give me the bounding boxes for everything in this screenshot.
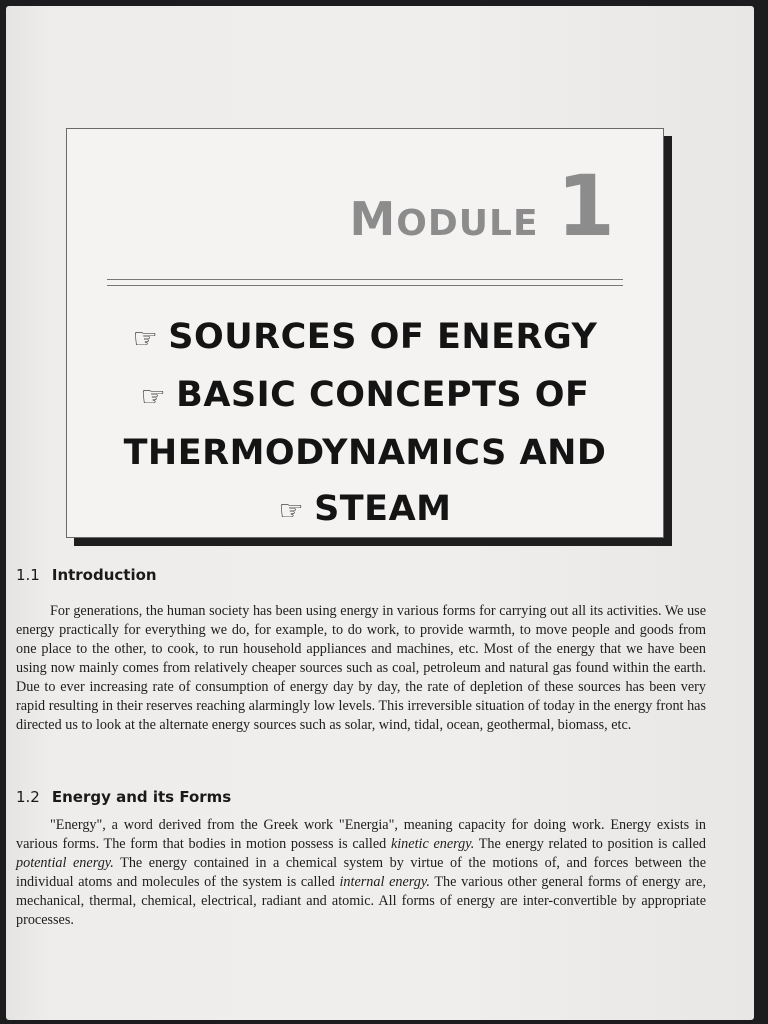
paragraph-text: The energy related to position is called <box>474 836 707 852</box>
pointing-hand-icon: ☞ <box>132 322 159 355</box>
module-title-box <box>66 128 664 538</box>
paragraph-text: "Energy", a word derived from the Greek work "Energia", meaning capacity for doing work. Energy exists in various forms. The form that bodies in motion possess is called <box>16 817 706 852</box>
topic-line <box>67 481 663 539</box>
pointing-hand-icon: ☞ <box>278 494 305 527</box>
pointing-hand-icon: ☞ <box>140 380 167 413</box>
module-topics <box>67 309 663 539</box>
section-title: Introduction <box>51 566 157 584</box>
topic-line <box>67 309 663 367</box>
topic-line <box>67 425 663 481</box>
book-page <box>6 6 754 1020</box>
section-heading <box>16 566 157 584</box>
module-number: 1 <box>556 157 615 255</box>
topic-line <box>67 367 663 425</box>
section-paragraph <box>16 816 706 930</box>
topic-text: THERMODYNAMICS AND <box>123 433 607 473</box>
topic-text: BASIC CONCEPTS OF <box>176 375 590 415</box>
module-word: MODULE <box>349 192 539 246</box>
term-potential-energy: potential energy. <box>16 855 114 871</box>
term-internal-energy: internal energy. <box>339 874 430 890</box>
section-heading <box>16 788 231 806</box>
section-title: Energy and its Forms <box>51 788 232 806</box>
module-heading <box>350 157 615 255</box>
section-number: 1.2 <box>16 788 40 806</box>
double-rule-divider <box>107 279 623 286</box>
term-kinetic-energy: kinetic energy. <box>390 836 475 852</box>
topic-text: STEAM <box>314 489 452 529</box>
section-number: 1.1 <box>16 566 40 584</box>
paragraph-text: The various other general forms of energy are, mechanical, thermal, chemical, electrical, radiant and atomic. All forms of energy are inter-convertible by appropriate processes. <box>16 874 706 928</box>
section-paragraph: For generations, the human society has been using energy in various forms for carrying out all its activities. We use energy practically for everything we do, for example, to do work, to provide warmth, to move people and goods from one place to the other, to cook, to run household appliances and machines, etc. Most of the energy that we have been using now mainly comes from relatively cheaper sources such as coal, petroleum and natural gas found within the earth. Due to ever increasing rate of consumption of energy day by day, the rate of depletion of these sources has been very rapid resulting in their reserves reaching alarmingly low levels. This irreversible situation of today in the energy front has directed us to look at the alternate energy sources such as solar, wind, tidal, ocean, geothermal, biomass, etc. <box>16 603 706 733</box>
paragraph-text: The energy contained in a chemical system by virtue of the motions of, and forces between the individual atoms and molecules of the system is called <box>16 855 706 890</box>
topic-text: SOURCES OF ENERGY <box>168 317 598 357</box>
